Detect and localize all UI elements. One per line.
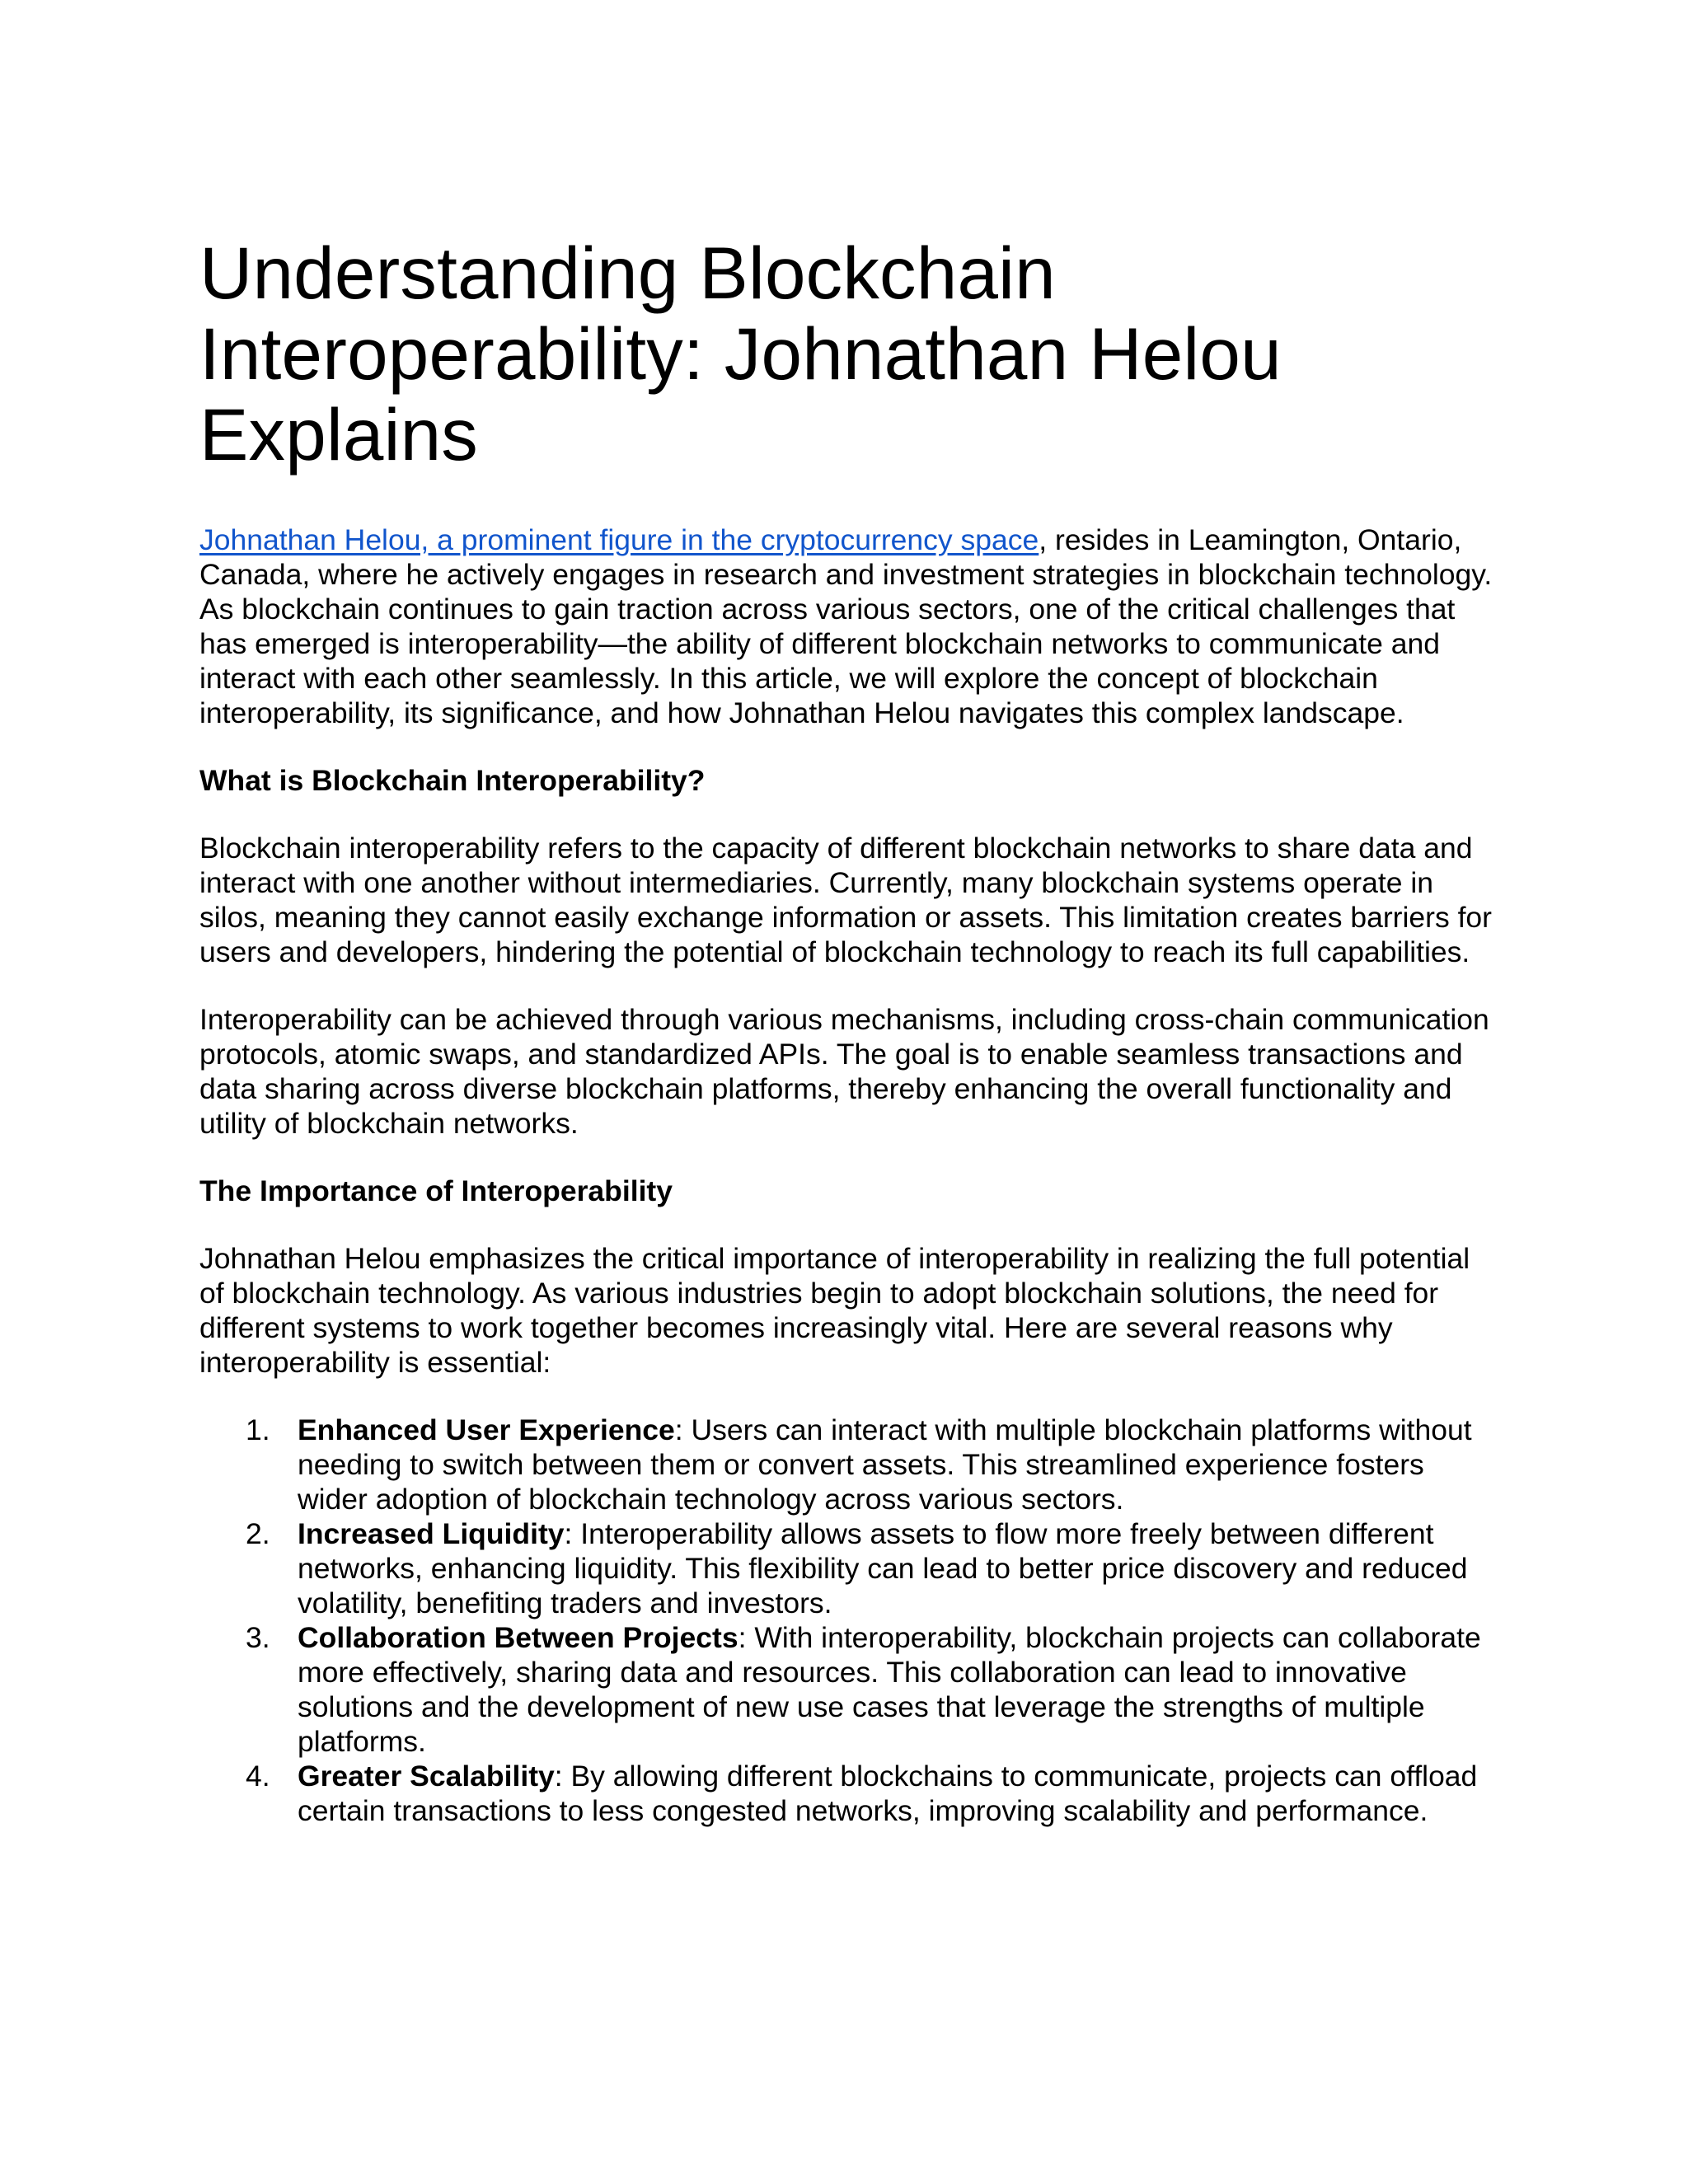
list-item-text: : With interoperability, blockchain projects can collaborate more effectively, sharing data and resources. This collaboration can lead to innovative solutions and the development of new use cases that leverage the strengths of multiple platforms. [298,1621,1481,1758]
intro-text: , resides in Leamington, Ontario, Canada, where he actively engages in research and investment strategies in blockchain technology. As blockchain continues to gain traction across various sectors, one of the critical challenges that has emerged is interoperability—the ability of different blockchain networks to communicate and interact with each other seamlessly. In this article, we will explore the concept of blockchain interoperability, its significance, and how Johnathan Helou navigates this complex landscape. [199,523,1493,729]
importance-paragraph: Johnathan Helou emphasizes the critical importance of interoperability in realizing the full potential of blockchain technology. As various industries begin to adopt blockchain solutions, the need for different systems to work together becomes increasingly vital. Here are several reasons why interoperability is essential: [199,1242,1470,1379]
list-item-term: Increased Liquidity [298,1517,565,1550]
list-number: 1. [246,1413,270,1446]
mechanisms-paragraph: Interoperability can be achieved through various mechanisms, including cross-chain communication protocols, atomic swaps, and standardized APIs. The goal is to enable seamless transactions and data sharing across diverse blockchain platforms, thereby enhancing the overall functionality and utility of blockchain networks. [199,1003,1489,1140]
list-item [199,1413,1502,1516]
list-item [199,1759,1502,1828]
reasons-list [199,1413,1502,1828]
section-heading-importance: The Importance of Interoperability [199,1174,673,1207]
author-link[interactable]: Johnathan Helou, a prominent figure in the cryptocurrency space [199,523,1039,556]
document-page [199,232,1502,1828]
list-item-term: Enhanced User Experience [298,1413,675,1446]
section-heading-what-is: What is Blockchain Interoperability? [199,764,706,797]
list-item-text: : By allowing different blockchains to communicate, projects can offload certain transactions to less congested networks, improving scalability and performance. [298,1760,1478,1827]
document-title: Understanding Blockchain Interoperability: Johnathan Helou Explains [199,232,1282,476]
list-number: 4. [246,1760,270,1793]
list-item-term: Greater Scalability [298,1760,555,1793]
list-number: 3. [246,1621,270,1654]
list-item-text: : Users can interact with multiple blockchain platforms without needing to switch between them or convert assets. This streamlined experience fosters wider adoption of blockchain technology across various sectors. [298,1413,1472,1516]
list-item-text: : Interoperability allows assets to flow more freely between different networks, enhancing liquidity. This flexibility can lead to better price discovery and reduced volatility, benefiting traders and investors. [298,1517,1468,1619]
list-item-term: Collaboration Between Projects [298,1621,738,1654]
list-number: 2. [246,1517,270,1550]
list-item [199,1516,1502,1620]
intro-paragraph [199,523,1502,730]
definition-paragraph: Blockchain interoperability refers to the capacity of different blockchain networks to share data and interact with one another without intermediaries. Currently, many blockchain systems operate in silos, meaning they cannot easily exchange information or assets. This limitation creates barriers for users and developers, hindering the potential of blockchain technology to reach its full capabilities. [199,832,1492,968]
list-item [199,1620,1502,1759]
